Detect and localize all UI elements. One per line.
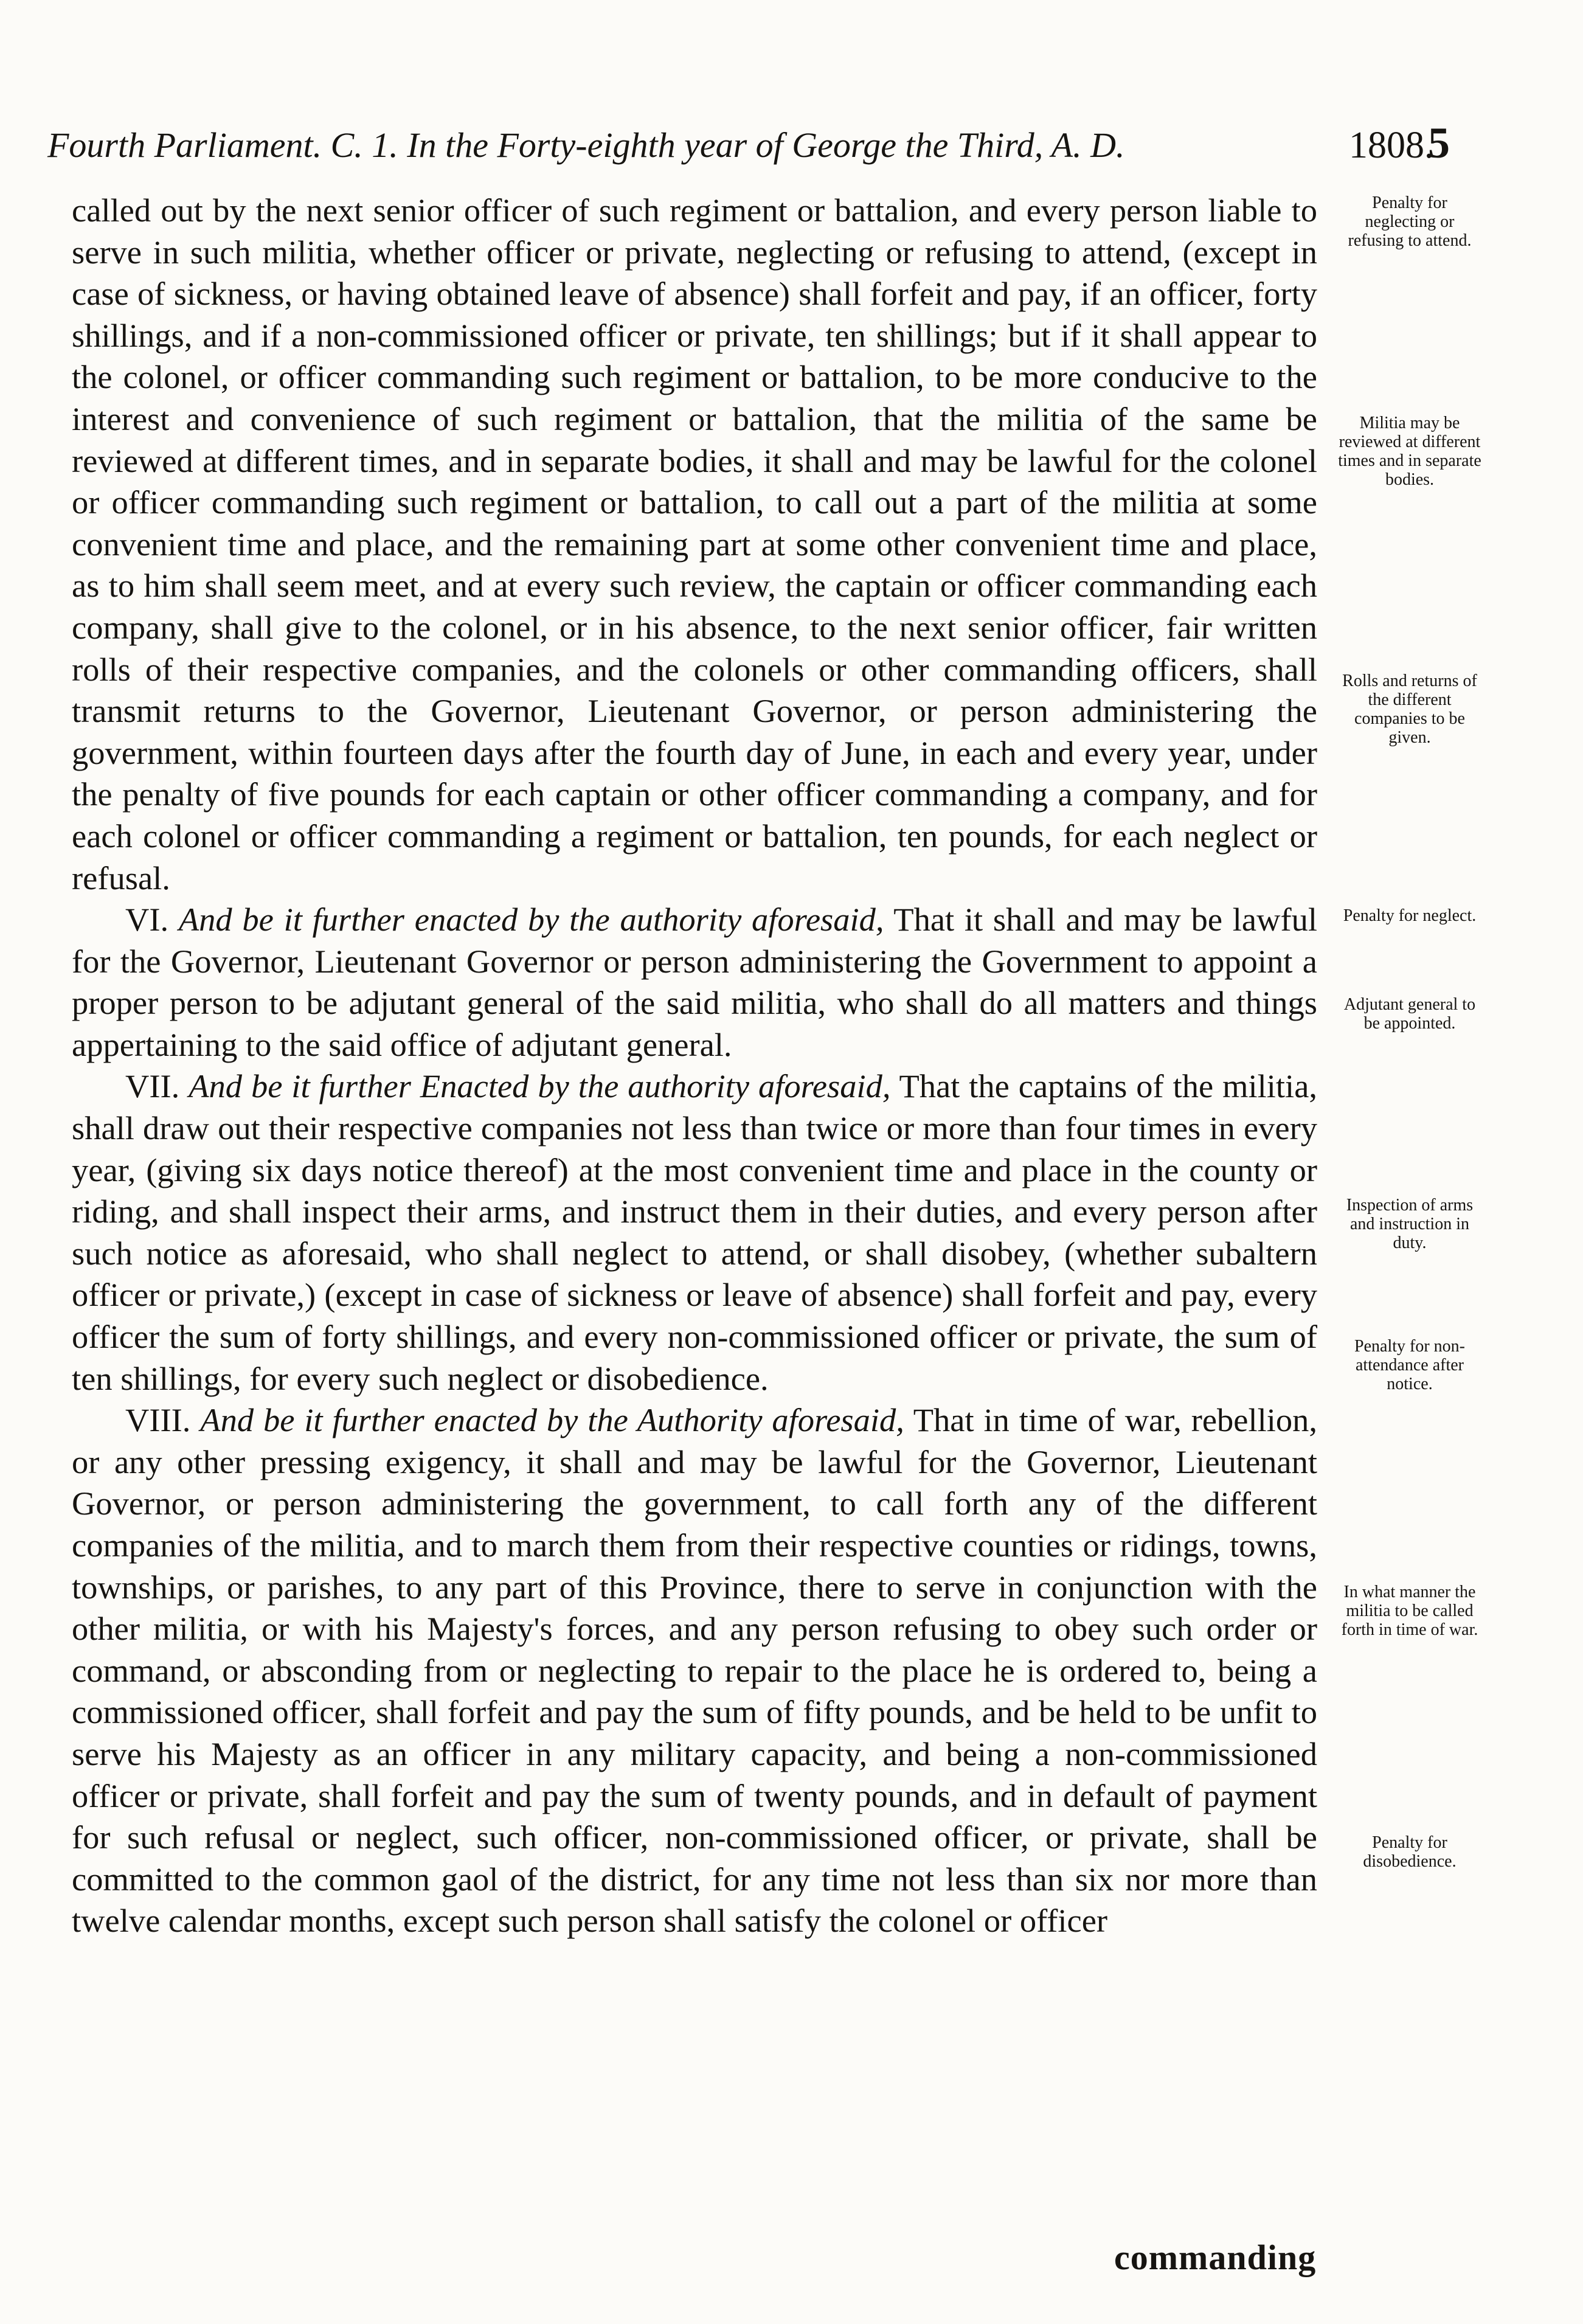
enacting-clause: And be it further enacted by the authority aforesaid, xyxy=(178,901,884,938)
header-year: 1808. xyxy=(1349,125,1434,166)
section-text: That the captains of the militia, shall draw out their respective companies not less than twice or more than four times in every year, (giving six days notice thereof) at the most convenient time and place in the county or riding, and shall inspect their arms, and instruct them in their duties, and every person after such notice as aforesaid, who shall neglect to attend, or shall disobey, (whether subaltern officer or private,) (except in case of sickness or leave of absence) shall forfeit and pay, every officer the sum of forty shillings, and every non-commissioned officer or private, the sum of ten shillings, for every such neglect or disobedience. xyxy=(72,1067,1318,1397)
margin-note-non-attendance: Penalty for non-attendance after notice. xyxy=(1354,1337,1465,1393)
margin-note-review: Militia may be reviewed at different times and in separate bodies. xyxy=(1338,414,1481,489)
section-number: VIII. xyxy=(125,1401,191,1439)
margin-note-rolls: Rolls and returns of the different companies to be given. xyxy=(1342,671,1477,747)
margin-note-penalty-attend: Penalty for neglecting or refusing to attend. xyxy=(1348,193,1472,250)
section-6 xyxy=(72,899,1317,1066)
section-number: VII. xyxy=(125,1067,180,1105)
enacting-clause: And be it further enacted by the Authority aforesaid, xyxy=(200,1401,904,1439)
margin-note-adjutant: Adjutant general to be appointed. xyxy=(1343,995,1476,1033)
section-8 xyxy=(72,1400,1317,1942)
catchword: commanding xyxy=(1114,2238,1317,2277)
margin-note-inspection: Inspection of arms and instruction in duty. xyxy=(1346,1196,1474,1252)
section-number: VI. xyxy=(125,901,169,938)
paragraph-continued: called out by the next senior officer of such regiment or battalion, and every person liable to serve in such militia, whether officer or private, neglecting or refusing to attend, (except in case of sickness, or having obtained leave of absence) shall forfeit and pay, if an officer, forty shillings, and if a non-commissioned officer or private, ten shillings; but if it shall appear to the colonel, or officer commanding such regiment or battalion, to be more conducive to the interest and convenience of such regiment or battalion, that the militia of the same be reviewed at different times, and in separate bodies, it shall and may be lawful for the colonel or officer commanding such regiment or battalion, to call out a part of the militia at some convenient time and place, and the remaining part at some other convenient time and place, as to him shall seem meet, and at every such review, the captain or officer commanding each company, shall give to the colonel, or in his absence, to the next senior officer, fair written rolls of their respective companies, and the colonels or other commanding officers, shall transmit returns to the Governor, Lieutenant Governor, or person administering the government, within fourteen days after the fourth day of June, in each and every year, under the penalty of five pounds for each captain or other officer commanding a company, and for each colonel or officer commanding a regiment or battalion, ten pounds, for each neglect or refusal. xyxy=(72,192,1317,897)
page-number: 5 xyxy=(1428,119,1450,167)
running-title: Fourth Parliament. C. 1. In the Forty-eighth year of George the Third, A. D. xyxy=(47,125,1125,165)
section-text: That it shall and may be lawful for the Governor, Lieutenant Governor or person administering the Government to appoint a proper person to be adjutant general of the said militia, who shall do all matters and things appertaining to the said office of adjutant general. xyxy=(72,901,1318,1063)
section-7 xyxy=(72,1066,1317,1400)
running-header xyxy=(47,119,1464,172)
enacting-clause: And be it further Enacted by the authority aforesaid, xyxy=(189,1067,891,1105)
margin-note-disobedience: Penalty for disobedience. xyxy=(1363,1833,1457,1871)
margin-note-call-forth: In what manner the militia to be called forth in time of war. xyxy=(1341,1583,1478,1639)
margin-note-penalty-neglect: Penalty for neglect. xyxy=(1343,906,1477,925)
statute-body xyxy=(72,190,1317,1942)
section-text: That in time of war, rebellion, or any other pressing exigency, it shall and may be lawful for the Governor, Lieutenant Governor, or person administering the government, to call forth any of the different companies of the militia, and to march them from their respective counties or ridings, towns, townships, or parishes, to any part of this Province, there to serve in conjunction with the other militia, or with his Majesty's forces, and any person refusing to obey such order or command, or absconding from or neglecting to repair to the place he is ordered to, being a commissioned officer, shall forfeit and pay the sum of fifty pounds, and be held to be unfit to serve his Majesty as an officer in any military capacity, and being a non-commissioned officer or private, shall forfeit and pay the sum of twenty pounds, and in default of payment for such refusal or neglect, such officer, non-commissioned officer, or private, shall be committed to the common gaol of the district, for any time not less than six nor more than twelve calendar months, except such person shall satisfy the colonel or officer xyxy=(72,1401,1318,1940)
